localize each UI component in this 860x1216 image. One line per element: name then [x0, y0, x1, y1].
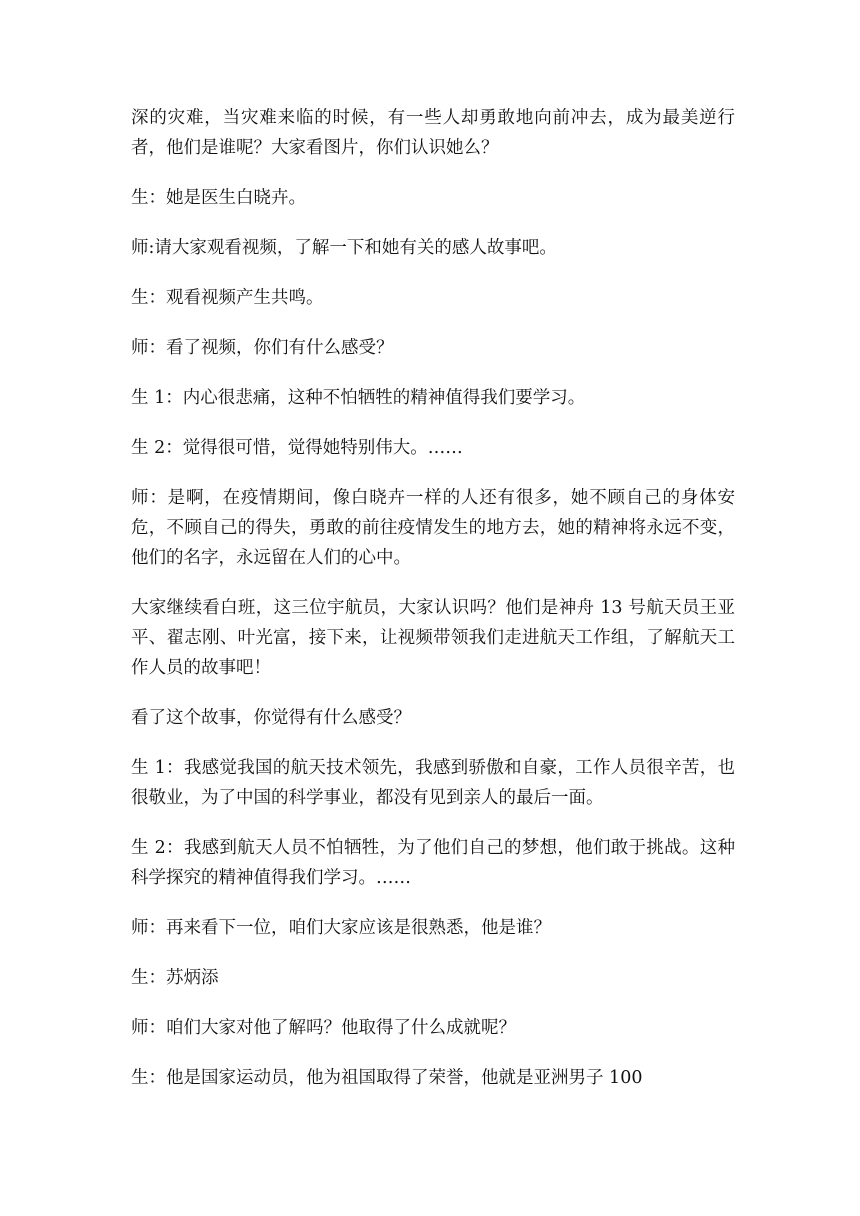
- paragraph: 生：她是医生白晓卉。: [131, 188, 306, 208]
- paragraph: 师：看了视频，你们有什么感受？: [131, 338, 394, 358]
- paragraph: 生 1：我感觉我国的航天技术领先，我感到骄傲和自豪，工作人员很辛苦，也很敬业，为了中国的科学事业，都没有见到亲人的最后一面。: [131, 758, 735, 808]
- document-body: [131, 103, 735, 1093]
- paragraph: 师：咱们大家对他了解吗？他取得了什么成就呢？: [131, 1018, 516, 1038]
- paragraph: 生 1：内心很悲痛，这种不怕牺牲的精神值得我们要学习。: [131, 388, 586, 408]
- paragraph: 深的灾难，当灾难来临的时候，有一些人却勇敢地向前冲去，成为最美逆行者，他们是谁呢？大家看图片，你们认识她么？: [131, 108, 735, 158]
- paragraph: 生 2：觉得很可惜，觉得她特别伟大。……: [131, 438, 463, 458]
- paragraph: 看了这个故事，你觉得有什么感受？: [131, 708, 411, 728]
- paragraph: 师：再来看下一位，咱们大家应该是很熟悉，他是谁？: [131, 918, 551, 938]
- paragraph: 生：观看视频产生共鸣。: [131, 288, 324, 308]
- paragraph: 生 2：我感到航天人员不怕牺牲，为了他们自己的梦想，他们敢于挑战。这种科学探究的精神值得我们学习。……: [131, 838, 735, 888]
- paragraph: 师：是啊，在疫情期间，像白晓卉一样的人还有很多，她不顾自己的身体安危，不顾自己的得失，勇敢的前往疫情发生的地方去，她的精神将永远不变，他们的名字，永远留在人们的心中。: [131, 488, 735, 568]
- paragraph: 生：他是国家运动员，他为祖国取得了荣誉，他就是亚洲男子 100: [131, 1068, 643, 1088]
- paragraph: 生：苏炳添: [131, 968, 219, 988]
- paragraph: 师:请大家观看视频，了解一下和她有关的感人故事吧。: [131, 238, 557, 258]
- paragraph: 大家继续看白班，这三位宇航员，大家认识吗？他们是神舟 13 号航天员王亚平、翟志刚、叶光富，接下来，让视频带领我们走进航天工作组，了解航天工作人员的故事吧！: [131, 598, 735, 678]
